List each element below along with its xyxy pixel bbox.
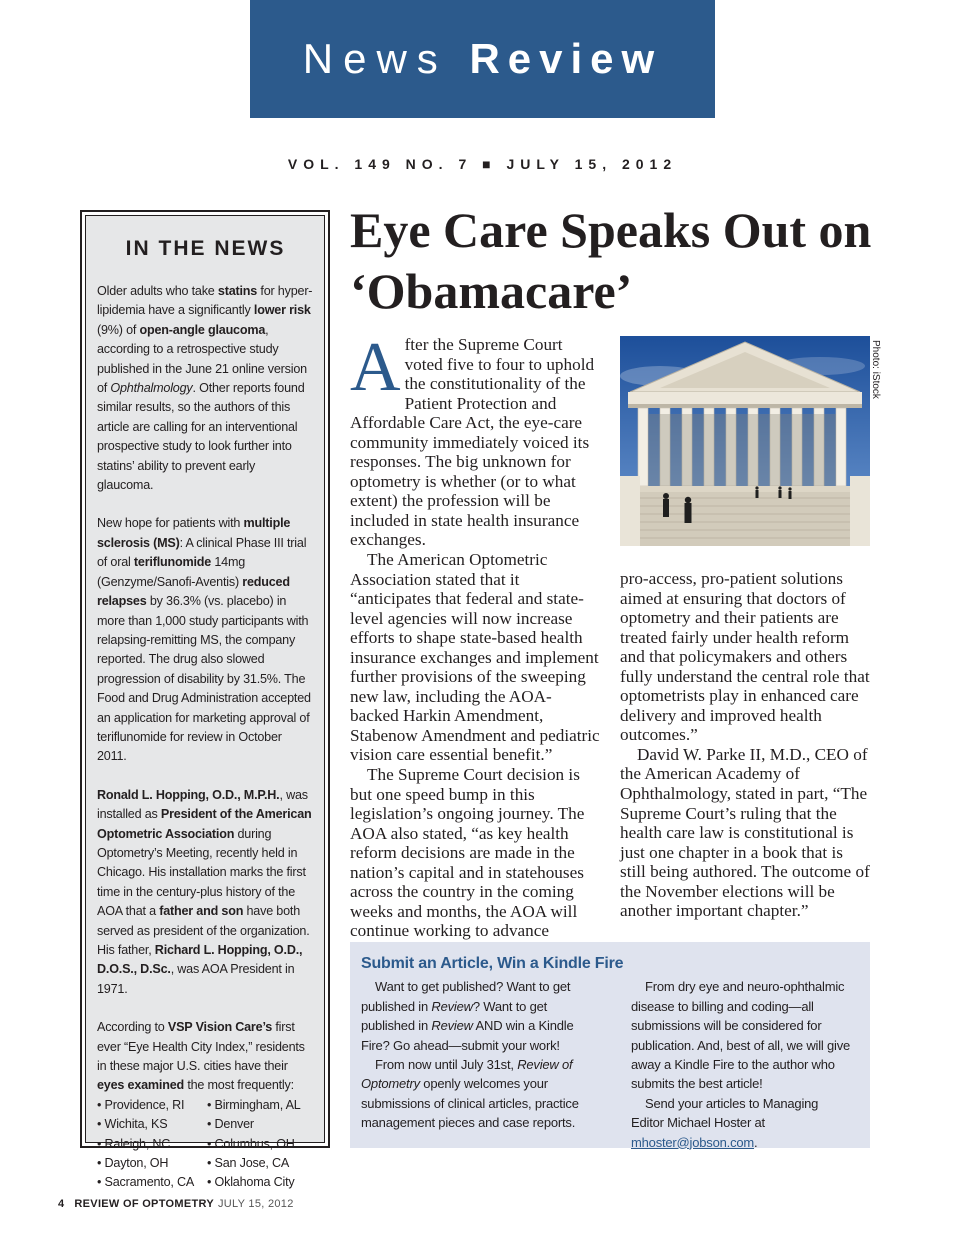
in-the-news-inner (85, 215, 325, 1190)
kindle-column-1 (361, 977, 583, 1152)
article-paragraph: pro-access, pro-patient solutions aimed at ensuring that doctors of optometry and their patients are treated fairly under health reform and that policymakers and others fully understand the central role that optometrists play in enhanced care delivery and improved health outcomes.” (620, 569, 870, 745)
list-item: • Dayton, OH (97, 1156, 169, 1171)
kindle-promo-title: Submit an Article, Win a Kindle Fire (361, 955, 624, 972)
kindle-column-2 (631, 977, 853, 1152)
article-headline: Eye Care Speaks Out on ‘Obamacare’ (350, 202, 872, 319)
supreme-court-photo (620, 336, 870, 546)
article-paragraph: The American Optometric Association stated that it “anticipates that federal and state-level agencies will now increase efforts to shape state-based health insurance exchanges and implement further provisions of the sweeping new law, including the AOA-backed Harkin Amendment, Stabenow Amendment and pediatric vision care essential benefit.” (350, 550, 600, 765)
news-item-hopping: Ronald L. Hopping, O.D., M.P.H., was installed as President of the American Optometric Association during Optometry’s Meeting, recently held in Chicago. His installation marks the first time in the century-plus history of the AOA that a father and son have both served as president of the organization. His father, Richard L. Hopping, O.D., D.O.S., D.Sc., was AOA President in 1971. (97, 787, 312, 996)
article-column-2 (620, 569, 872, 921)
news-item-ms: New hope for patients with multiple sclerosis (MS): A clinical Phase III trial of oral teriflunomide 14mg (Genzyme/Sanofi-Aventis) reduced relapses by 36.3% (vs. placebo) in more than 1,000 study participants with relapsing-remitting MS, the company reported. The drug also slowed progression of disability by 31.5%. The Food and Drug Administration accepted an application for marketing approval of teriflunomide for review in October 2011. (97, 516, 311, 764)
issue-line: VOL. 149 NO. 7 ■ JULY 15, 2012 (287, 156, 678, 172)
list-item: • San Jose, CA (207, 1156, 290, 1171)
section-banner (250, 0, 715, 118)
drop-cap: A (350, 329, 401, 406)
promo-paragraph: From now until July 31st, Review of Optometry openly welcomes your submissions of clinical articles, practice management pieces and case reports. (361, 1057, 579, 1131)
article-paragraph: After the Supreme Court voted five to four to uphold the constitutionality of the Patient Protection and Affordable Care Act, the eye-care community immediately voiced its responses. The big unknown for optometry is whether (or to what extent) the profession will be included in state health insurance exchanges. (350, 329, 595, 550)
page-footer (58, 1198, 294, 1210)
list-item: • Columbus, OH (207, 1136, 295, 1151)
in-the-news-box (80, 210, 330, 1190)
sidebar-title: IN THE NEWS (125, 237, 286, 260)
article-paragraph: David W. Parke II, M.D., CEO of the American Academy of Ophthalmology, stated in part, “The Supreme Court’s ruling that the health care law is constitutional is just one chapter in a book that is still being authored. The outcome of the November elections will be another important chapter.” (620, 744, 870, 921)
kindle-promo-box (350, 942, 870, 1148)
list-item: • Sacramento, CA (97, 1175, 195, 1190)
page-number: 4 (58, 1198, 65, 1210)
article-paragraph: The Supreme Court decision is but one speed bump in this legislation’s ongoing journey. The AOA also stated, “as key health reform decisions are made in the nation’s capital and in statehouses across the country in the coming weeks and months, the AOA will continue working to advance (350, 765, 585, 941)
list-item: • Denver (207, 1117, 254, 1132)
footer-date: JULY 15, 2012 (217, 1198, 294, 1210)
email-link[interactable]: mhoster@jobson.com (631, 1134, 755, 1150)
promo-paragraph: Want to get published? Want to get published in Review? Want to get published in Review AND win a Kindle Fire? Go ahead—submit your work! (361, 979, 574, 1053)
magazine-name: REVIEW OF OPTOMETRY (74, 1198, 214, 1210)
list-item: • Oklahoma City (207, 1175, 295, 1190)
article-column-1 (350, 329, 600, 941)
news-item-vsp: According to VSP Vision Care’s first ever “Eye Health City Index,” residents in these major U.S. cities have their eyes examined the most frequently: (97, 1020, 305, 1093)
news-item-statins: Older adults who take statins for hyper-lipidemia have a significantly lower risk (9%) of open-angle glaucoma, according to a retrospective study published in the June 21 online version of Ophthalmology. Other reports found similar results, so the authors of this article are calling for an interventional prospective study to look further into statins’ ability to prevent early glaucoma. (97, 284, 313, 493)
promo-paragraph: From dry eye and neuro-ophthalmic disease to billing and coding—all submissions will be considered for publication. And, best of all, we will give away a Kindle Fire to the author who submits the best article! (631, 979, 851, 1092)
list-item: • Providence, RI (97, 1097, 185, 1112)
section-title: News Review (302, 35, 663, 82)
promo-paragraph: Send your articles to Managing Editor Michael Hoster at mhoster@jobson.com. (631, 1095, 819, 1150)
list-item: • Wichita, KS (97, 1117, 168, 1132)
list-item: • Raleigh, NC (97, 1136, 171, 1151)
supreme-court-image (620, 336, 870, 546)
list-item: • Birmingham, AL (207, 1097, 301, 1112)
photo-credit: Photo: iStock (870, 340, 881, 399)
city-list (97, 1096, 314, 1193)
